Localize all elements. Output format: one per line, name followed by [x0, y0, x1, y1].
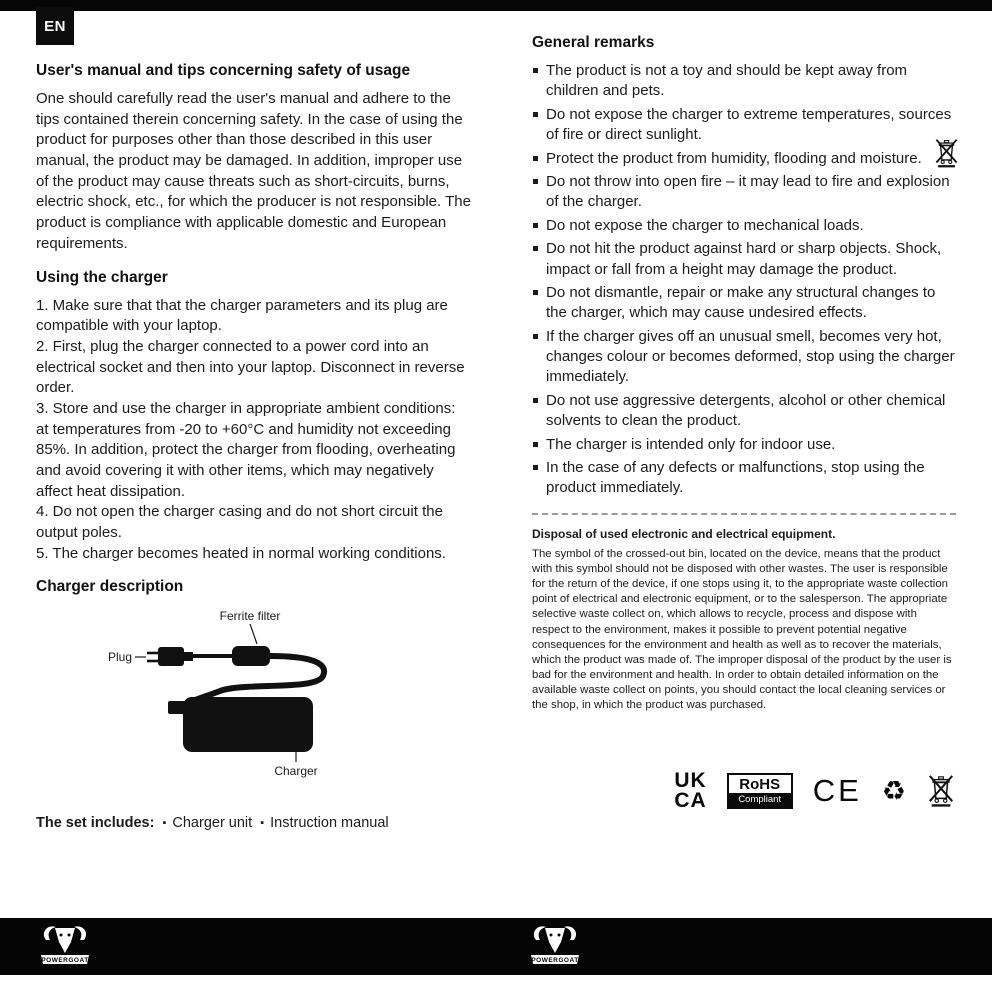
charger-diagram [36, 605, 472, 795]
left-column [36, 62, 472, 831]
remark-item: Do not expose the charger to extreme temperatures, sources of fire or direct sunlight. [532, 105, 956, 146]
remark-item: Do not hit the product against hard or sharp objects. Shock, impact or fall from a height may damage the product. [532, 239, 956, 280]
compliance-marks-row [532, 770, 956, 813]
powergoat-logo [38, 922, 92, 977]
plug-label: Plug [107, 650, 132, 665]
rohs-compliant-label: Compliant [729, 793, 791, 807]
top-black-bar [0, 0, 992, 11]
disposal-paragraph: The symbol of the crossed-out bin, located on the device, means that the product with this symbol should not be disposed with other wastes. The user is responsible for the return of the device, if one stops using it, to the appropriate waste collection point of electrical and electronic equipment, or to the salesperson. The appropriate selective waste collect on, which allows to recycle, process and dispose with respect to the environment, makes it possible to prevent potential negative consequences for the environment and health as well as to recover the materials, which the product was made of. The improper disposal of the product by the user is bad for the environment and health. In order to obtain detailed information on the available waste collect on points, you should contact the local cleaning services or the shop, in which the product was purchased. [532, 547, 952, 712]
using-section-title: Using the charger [36, 268, 168, 286]
weee-bin-icon [926, 770, 956, 813]
charger-description-title: Charger description [36, 578, 184, 596]
using-step: 5. The charger becomes heated in normal working conditions. [36, 544, 446, 562]
set-includes-item: ▪ Instruction manual [260, 815, 388, 831]
safety-section-title: User's manual and tips concerning safety of usage [36, 62, 411, 79]
remark-item: If the charger gives off an unusual smell, becomes very hot, changes colour or becomes deformed, stop using the charger immediately. [532, 327, 956, 388]
right-column [532, 34, 956, 813]
brand-text: POWERGOAT [41, 957, 89, 964]
ce-mark: CE [812, 773, 862, 809]
footer-black-bar [0, 918, 992, 975]
charger-diagram-drawing [36, 605, 472, 790]
using-step: 3. Store and use the charger in appropriate ambient conditions: at temperatures from -20 to +60°C and humidity not exceeding 85%. In addition, protect the charger from flooding, overheating and avoid covering it with other items, which may negatively affect heat dissipation. [36, 399, 456, 500]
remark-item: Do not use aggressive detergents, alcohol or other chemical solvents to clean the product. [532, 391, 956, 432]
disposal-title: Disposal of used electronic and electrical equipment. [532, 526, 836, 541]
set-includes-line [36, 815, 472, 831]
charger-brick-icon [183, 697, 313, 752]
general-remarks-list [532, 61, 956, 499]
rohs-label: RoHS [739, 776, 781, 794]
remark-item: Do not expose the charger to mechanical loads. [532, 216, 956, 236]
charger-label: Charger [274, 764, 318, 779]
brand-text: POWERGOAT [531, 957, 579, 964]
remark-item: Do not throw into open fire – it may lead to fire and explosion of the charger. [532, 172, 956, 213]
general-remarks-title: General remarks [532, 34, 655, 51]
ferrite-filter-label: Ferrite filter [219, 609, 281, 624]
remark-item: The product is not a toy and should be kept away from children and pets. [532, 61, 956, 102]
set-includes-item: ▪ Charger unit [162, 815, 252, 831]
powergoat-logo [528, 922, 582, 977]
plug-icon [147, 647, 193, 666]
ukca-line2: CA [674, 789, 707, 813]
remark-item: The charger is intended only for indoor use. [532, 435, 956, 455]
dashed-separator [532, 513, 956, 515]
safety-paragraph: One should carefully read the user's manual and adhere to the tips contained therein concerning safety. In the case of using the product for purposes other than those described in this user manual, the product may be damaged. In addition, improper use of the product may cause threats such as short-circuits, burns, electric shock, etc., for which the producer is not responsible. The product is compliance with applicable domestic and European requirements. [36, 90, 471, 252]
using-steps-list [36, 296, 472, 565]
using-step: 2. First, plug the charger connected to a power cord into an electrical socket and then into your laptop. Disconnect in reverse order. [36, 337, 465, 397]
recycling-icon: ♻ [881, 775, 906, 806]
set-includes-label: The set includes: [36, 815, 155, 832]
language-badge: EN [36, 7, 74, 45]
ferrite-filter-icon [232, 646, 270, 666]
using-step: 4. Do not open the charger casing and do not short circuit the output poles. [36, 503, 443, 542]
ukca-mark [674, 771, 706, 811]
remark-item: Do not dismantle, repair or make any structural changes to the charger, which may cause undesired effects. [532, 283, 956, 324]
ukca-line1: UK [674, 769, 707, 793]
remark-item: Protect the product from humidity, flooding and moisture. [532, 149, 956, 169]
rohs-mark [727, 773, 793, 809]
using-step: 1. Make sure that that the charger parameters and its plug are compatible with your laptop. [36, 296, 448, 335]
remark-item: In the case of any defects or malfunctions, stop using the product immediately. [532, 458, 956, 499]
